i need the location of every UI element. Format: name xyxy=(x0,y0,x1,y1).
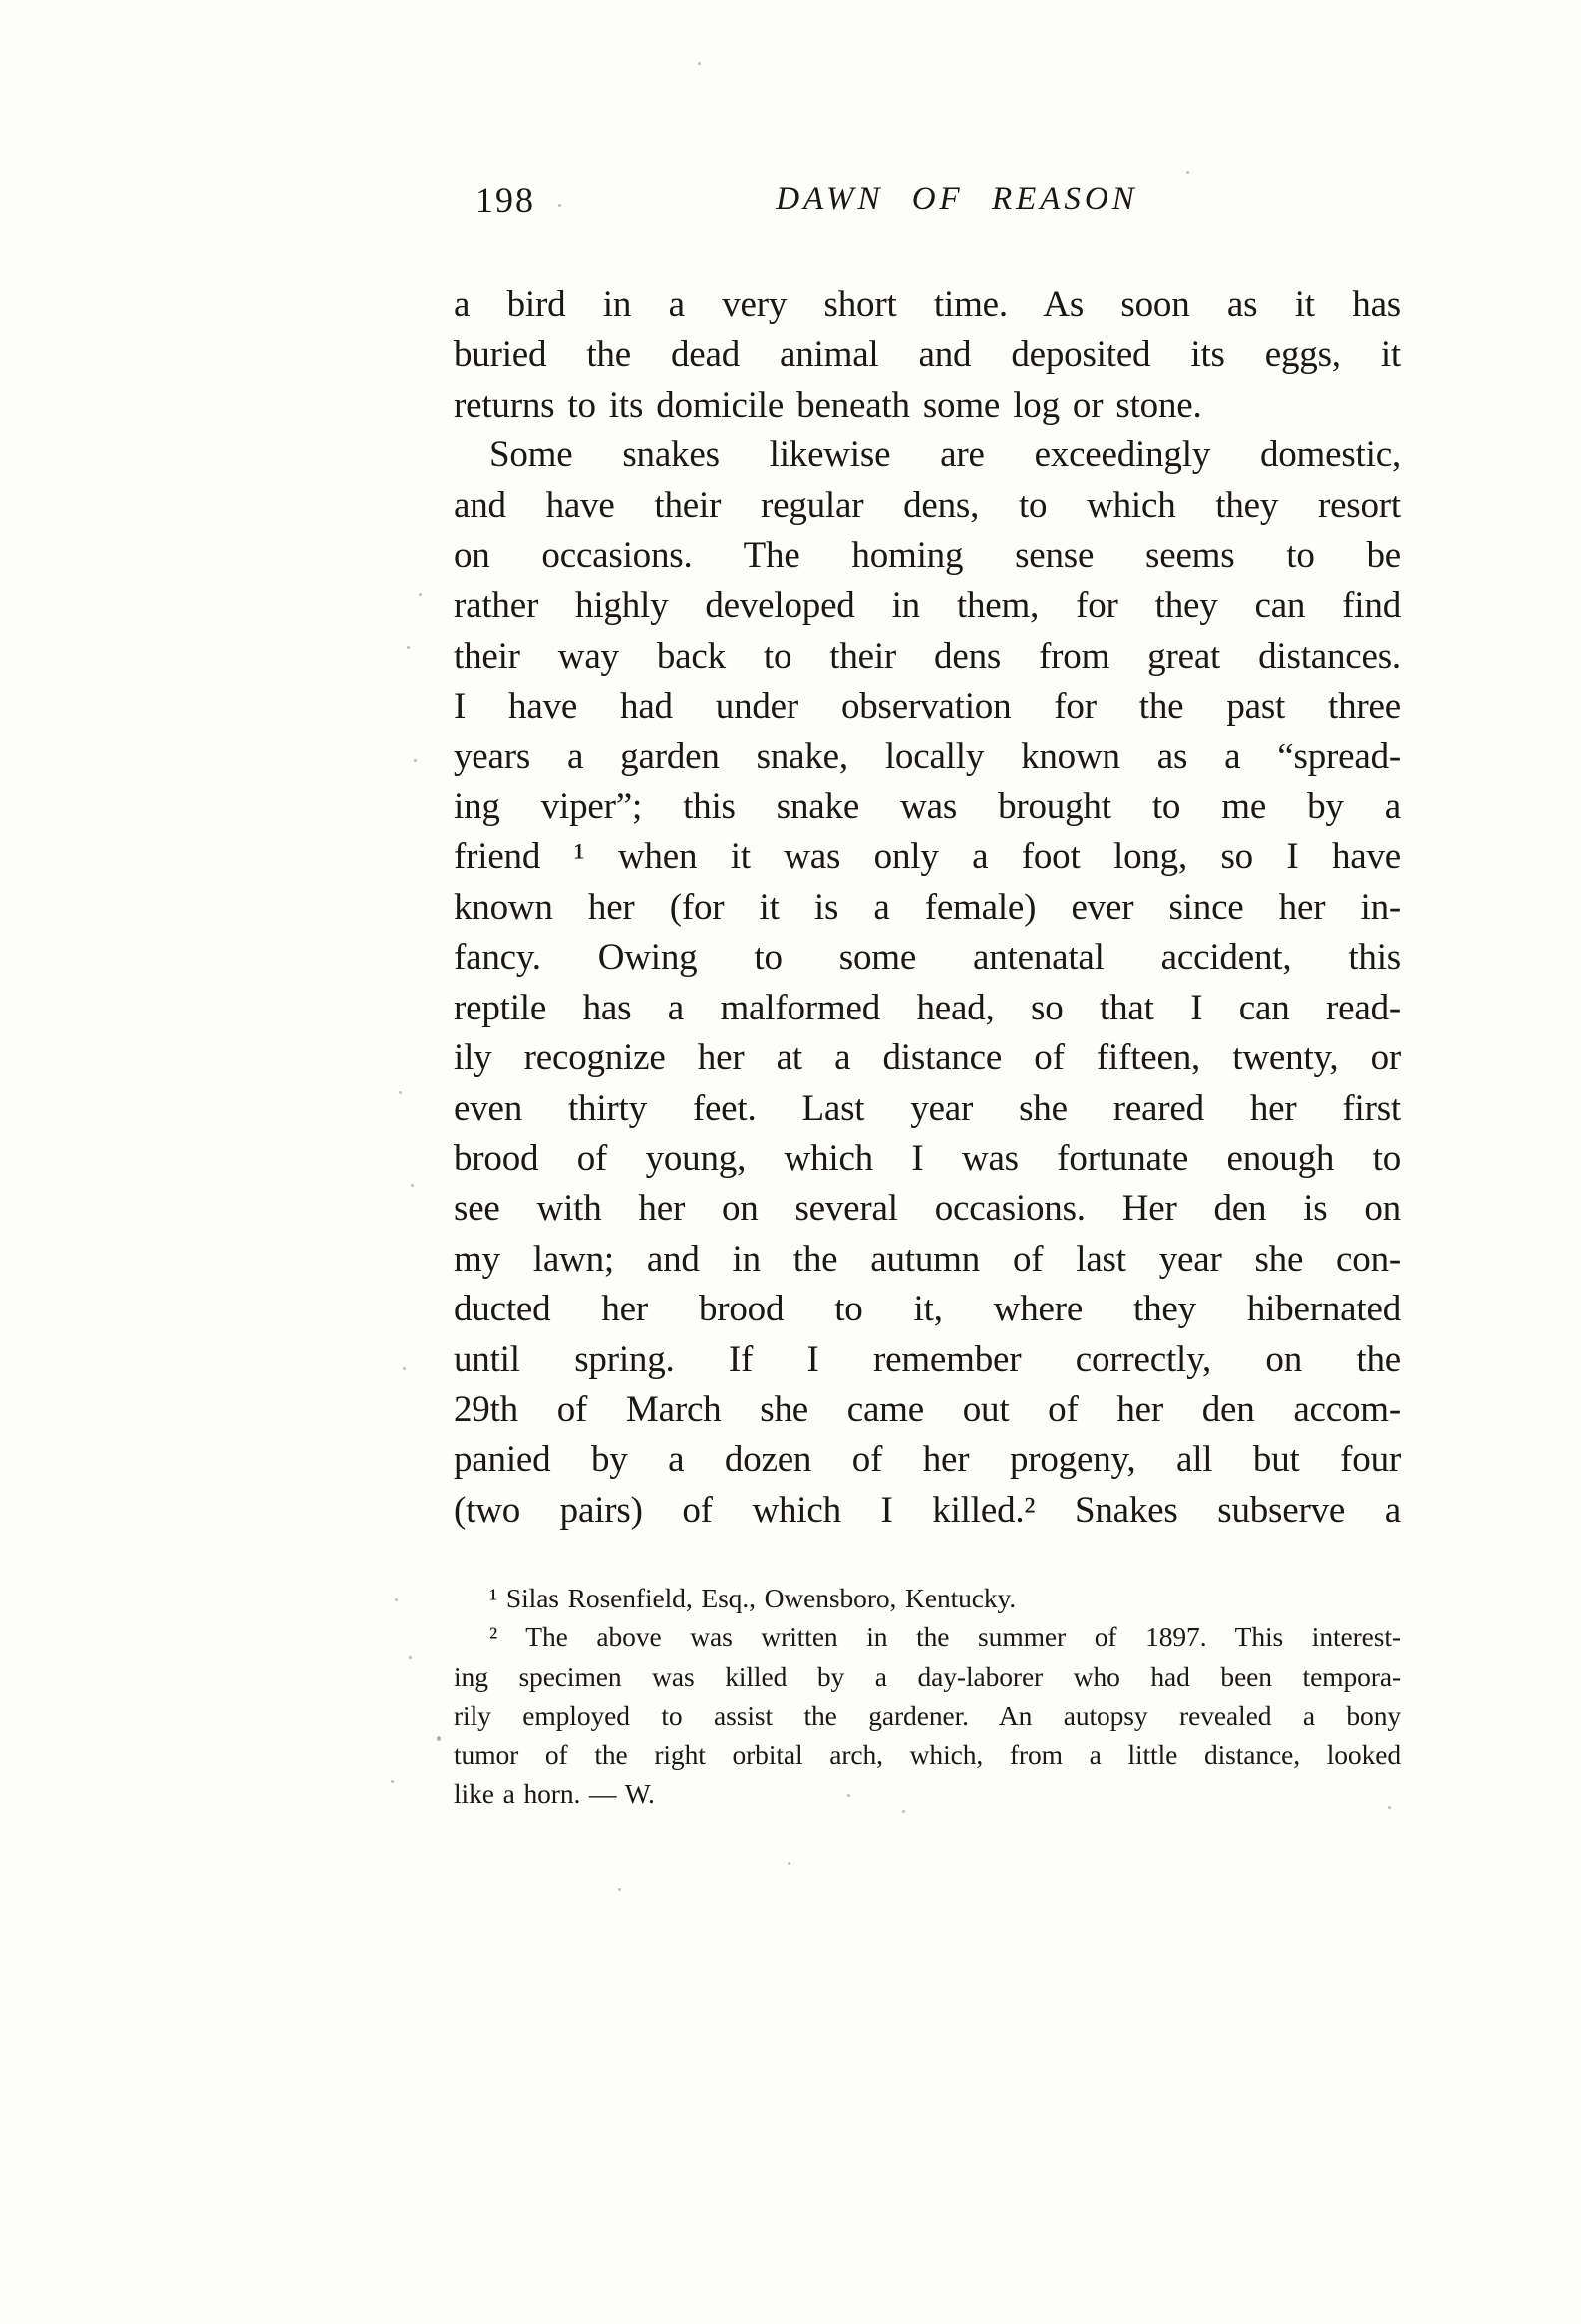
scan-speckle xyxy=(419,593,422,596)
scan-speckle xyxy=(1388,1806,1391,1809)
scan-speckle xyxy=(407,646,410,649)
text-line: Some snakes likewise are exceedingly domestic, xyxy=(489,435,1401,476)
text-line: ¹ Silas Rosenfield, Esq., Owensboro, Kentucky. xyxy=(489,1583,1017,1613)
text-line: like a horn. — W. xyxy=(454,1778,655,1810)
text-line: ducted her brood to it, where they hibernated xyxy=(454,1289,1401,1330)
text-line: buried the dead animal and deposited its eggs, it xyxy=(454,334,1401,376)
scan-speckle xyxy=(437,1736,441,1741)
text-line: tumor of the right orbital arch, which, from a little distance, looked xyxy=(454,1739,1401,1771)
text-line: ing specimen was killed by a day-laborer who had been tempora- xyxy=(454,1660,1401,1692)
scan-speckle xyxy=(399,1091,402,1094)
running-head xyxy=(454,179,1401,239)
scan-speckle xyxy=(403,1367,406,1370)
text-line: my lawn; and in the autumn of last year she con- xyxy=(454,1238,1401,1280)
text-line: known her (for it is a female) ever since her in- xyxy=(454,886,1401,928)
text-line: a bird in a very short time. As soon as it has xyxy=(454,284,1401,325)
text-line: ² The above was written in the summer of 1897. This interest- xyxy=(489,1621,1401,1653)
text-line: rather highly developed in them, for they can find xyxy=(454,585,1401,627)
text-line: returns to its domicile beneath some log or stone. xyxy=(454,384,1202,426)
scan-speckle xyxy=(618,1888,621,1891)
text-line: see with her on several occasions. Her den is on xyxy=(454,1188,1401,1230)
text-line: reptile has a malformed head, so that I can read- xyxy=(454,987,1401,1028)
scan-speckle xyxy=(414,759,417,762)
scan-speckle xyxy=(788,1862,790,1865)
running-title: DAWN OF REASON xyxy=(776,181,1138,217)
text-line: friend ¹ when it was only a foot long, so I have xyxy=(454,836,1401,878)
scan-speckle xyxy=(558,204,561,207)
scan-speckle xyxy=(411,1184,414,1187)
scan-speckle xyxy=(902,1810,905,1813)
text-line: even thirty feet. Last year she reared her first xyxy=(454,1087,1401,1129)
text-line: I have had under observation for the past three xyxy=(454,686,1401,727)
text-line: their way back to their dens from great distances. xyxy=(454,635,1401,677)
text-line: on occasions. The homing sense seems to be xyxy=(454,535,1401,577)
text-line: brood of young, which I was fortunate enough to xyxy=(454,1137,1401,1179)
scan-speckle xyxy=(847,1794,850,1797)
scan-speckle xyxy=(395,1598,398,1601)
body-text xyxy=(454,280,1401,1536)
scan-speckle xyxy=(409,1656,412,1659)
text-line: ing viper”; this snake was brought to me by a xyxy=(454,786,1401,828)
text-line: until spring. If I remember correctly, on the xyxy=(454,1338,1401,1380)
text-line: years a garden snake, locally known as a “spread- xyxy=(454,735,1401,777)
text-line: rily employed to assist the gardener. An autopsy revealed a bony xyxy=(454,1699,1401,1731)
text-line: 29th of March she came out of her den accom- xyxy=(454,1388,1401,1430)
footnotes xyxy=(454,1579,1401,1814)
text-line: panied by a dozen of her progeny, all but four xyxy=(454,1439,1401,1481)
text-line: (two pairs) of which I killed.² Snakes subserve a xyxy=(454,1489,1401,1531)
scan-speckle xyxy=(391,1780,394,1783)
scan-speckle xyxy=(698,62,701,65)
text-line: fancy. Owing to some antenatal accident, this xyxy=(454,937,1401,979)
text-line: and have their regular dens, to which they resort xyxy=(454,484,1401,526)
text-line: ily recognize her at a distance of fifteen, twenty, or xyxy=(454,1037,1401,1079)
page-number: 198 xyxy=(475,180,535,220)
scan-speckle xyxy=(1186,171,1189,174)
